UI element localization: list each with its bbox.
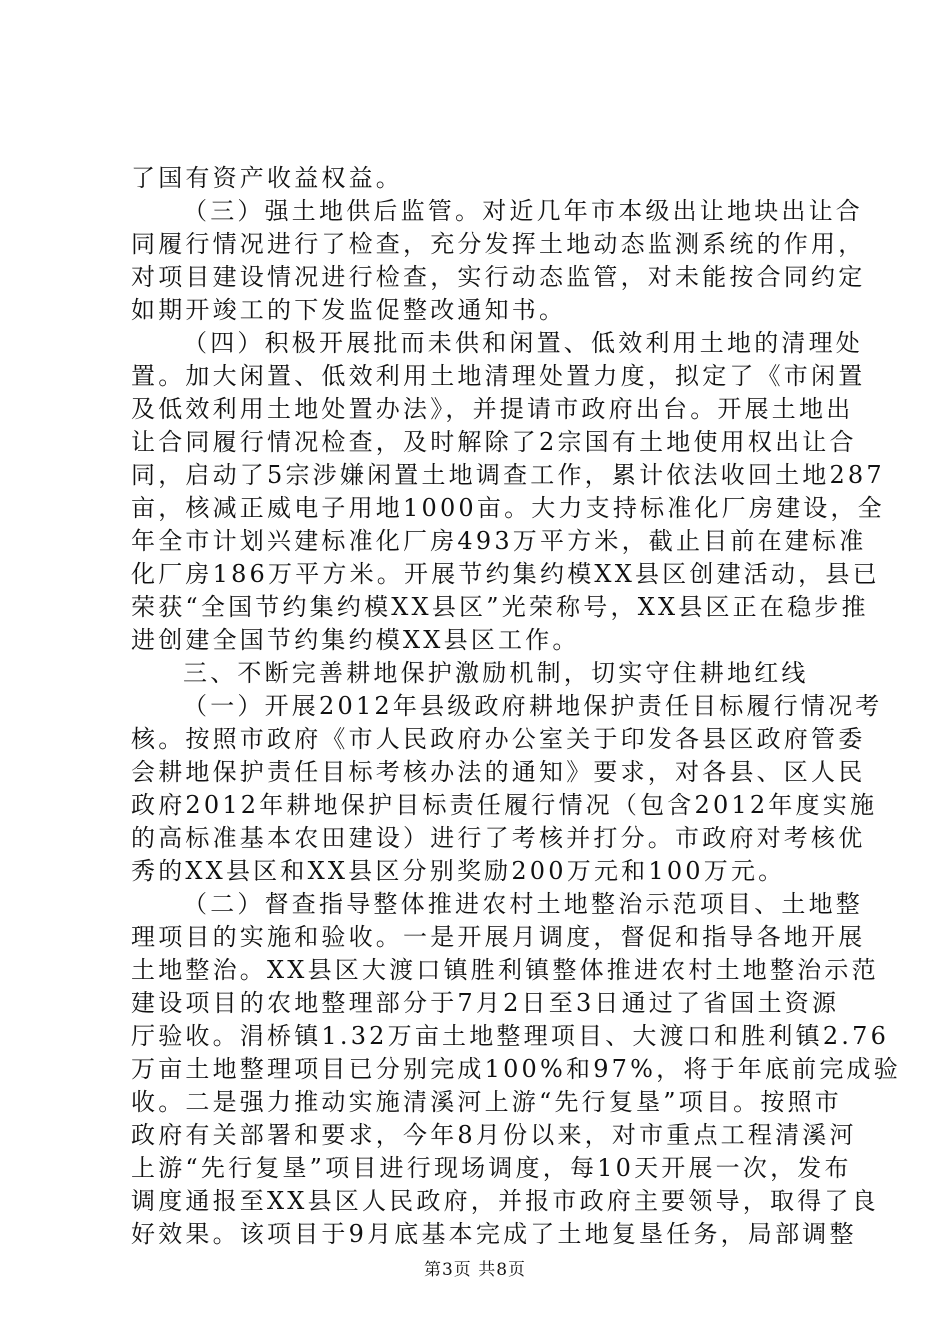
text-line: 核。按照市政府《市人民政府办公室关于印发各县区政府管委 xyxy=(131,725,866,753)
text-line: 进创建全国节约集约模XX县区工作。 xyxy=(131,626,580,654)
text-line: 理项目的实施和验收。一是开展月调度，督促和指导各地开展 xyxy=(131,923,866,951)
text-line: 调度通报至XX县区人民政府，并报市政府主要领导，取得了良 xyxy=(131,1187,879,1215)
text-line: 厅验收。涓桥镇1.32万亩土地整理项目、大渡口和胜利镇2.76 xyxy=(131,1022,890,1050)
paragraph-start-line: （三）强土地供后监管。对近几年市本级出让地块出让合 xyxy=(183,197,863,225)
text-line: 建设项目的农地整理部分于7月2日至3日通过了省国土资源 xyxy=(131,989,840,1017)
text-line: 同履行情况进行了检查，充分发挥土地动态监测系统的作用， xyxy=(131,230,866,258)
text-line: 置。加大闲置、低效利用土地清理处置力度，拟定了《市闲置 xyxy=(131,362,866,390)
text-line: 万亩土地整理项目已分别完成100%和97%，将于年底前完成验 xyxy=(131,1055,901,1083)
text-line: 及低效利用土地处置办法》，并提请市政府出台。开展土地出 xyxy=(131,395,854,423)
text-line: 政府有关部署和要求，今年8月份以来，对市重点工程清溪河 xyxy=(131,1121,857,1149)
text-line: 的高标准基本农田建设）进行了考核并打分。市政府对考核优 xyxy=(131,824,866,852)
text-line: 好效果。该项目于9月底基本完成了土地复垦任务，局部调整 xyxy=(131,1220,857,1248)
text-line: 政府2012年耕地保护目标责任履行情况（包含2012年度实施 xyxy=(131,791,878,819)
paragraph-start-line: （四）积极开展批而未供和闲置、低效利用土地的清理处 xyxy=(183,329,863,357)
text-line: 同，启动了5宗涉嫌闲置土地调查工作，累计依法收回土地287 xyxy=(131,461,885,489)
text-line: 对项目建设情况进行检查，实行动态监管，对未能按合同约定 xyxy=(131,263,866,291)
text-line: 收。二是强力推动实施清溪河上游“先行复垦”项目。按照市 xyxy=(131,1088,842,1116)
text-line: 让合同履行情况检查，及时解除了2宗国有土地使用权出让合 xyxy=(131,428,857,456)
text-line: 秀的XX县区和XX县区分别奖励200万元和100万元。 xyxy=(131,857,786,885)
page-footer xyxy=(0,1255,950,1280)
text-line: 年全市计划兴建标准化厂房493万平方米，截止目前在建标准 xyxy=(131,527,867,555)
page-number: 第3页 共8页 xyxy=(423,1260,527,1280)
section-heading: 三、不断完善耕地保护激励机制，切实守住耕地红线 xyxy=(183,659,809,687)
text-line: 了国有资产收益权益。 xyxy=(131,164,403,192)
paragraph-start-line: （二）督查指导整体推进农村土地整治示范项目、土地整 xyxy=(183,890,863,918)
text-line: 荣获“全国节约集约模XX县区”光荣称号，XX县区正在稳步推 xyxy=(131,593,869,621)
paragraph-start-line: （一）开展2012年县级政府耕地保护责任目标履行情况考 xyxy=(183,692,883,720)
document-body xyxy=(131,162,901,1251)
text-line: 会耕地保护责任目标考核办法的通知》要求，对各县、区人民 xyxy=(131,758,866,786)
text-line: 亩，核减正威电子用地1000亩。大力支持标准化厂房建设，全 xyxy=(131,494,885,522)
text-line: 如期开竣工的下发监促整改通知书。 xyxy=(131,296,567,324)
text-line: 土地整治。XX县区大渡口镇胜利镇整体推进农村土地整治示范 xyxy=(131,956,879,984)
text-line: 上游“先行复垦”项目进行现场调度，每10天开展一次，发布 xyxy=(131,1154,852,1182)
text-line: 化厂房186万平方米。开展节约集约模XX县区创建活动，县已 xyxy=(131,560,880,588)
